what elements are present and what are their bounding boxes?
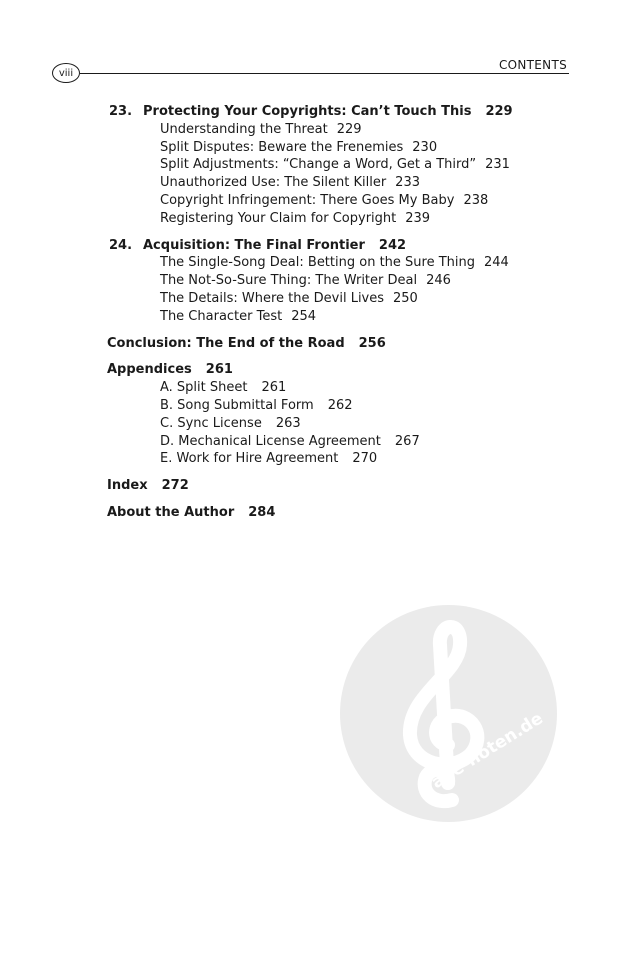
entry-page: 262 [327, 397, 353, 413]
running-head: CONTENTS [498, 58, 567, 72]
toc-entry [0, 156, 640, 174]
chapter-title-text: Acquisition: The Final Frontier [143, 237, 365, 253]
chapter-23 [0, 103, 640, 228]
entry-page: 263 [275, 415, 301, 431]
entry-title: B. Song Submittal Form [160, 397, 314, 413]
treble-clef-icon [340, 605, 557, 822]
toc-entry [0, 272, 640, 290]
entry-page: 230 [412, 139, 438, 155]
chapter-number: 24. [109, 237, 133, 253]
chapter-number: 23. [109, 104, 133, 119]
entry-page: 261 [261, 380, 287, 396]
index-page: 272 [161, 478, 189, 494]
conclusion-page: 256 [358, 335, 386, 351]
entry-title: E. Work for Hire Agreement [160, 451, 339, 467]
toc-entry [0, 290, 640, 308]
chapter-24 [0, 237, 640, 326]
entry-title: Understanding the Threat [160, 121, 328, 137]
entry-title: A. Split Sheet [160, 380, 248, 396]
appendices-title-text: Appendices [107, 362, 192, 378]
appendices [0, 361, 640, 468]
about-author-title-text: About the Author [107, 504, 235, 520]
entry-page: 231 [485, 157, 510, 173]
appendices-title [0, 361, 640, 379]
conclusion [0, 335, 640, 353]
entry-page: 270 [352, 451, 378, 467]
page-number [52, 63, 80, 83]
appendix-entry [0, 415, 640, 433]
chapter-page: 229 [485, 104, 513, 119]
entry-page: 238 [463, 192, 489, 208]
chapter-title [0, 103, 640, 121]
toc-entry [0, 192, 640, 210]
toc-entry [0, 210, 640, 228]
appendix-entry [0, 450, 640, 468]
entry-title: The Not-So-Sure Thing: The Writer Deal [160, 273, 418, 289]
entry-page: 254 [291, 308, 317, 324]
watermark [340, 605, 557, 822]
entry-page: 229 [336, 121, 362, 137]
appendix-entry [0, 397, 640, 415]
appendix-entry [0, 433, 640, 451]
entry-title: Unauthorized Use: The Silent Killer [160, 175, 387, 191]
entry-page: 250 [393, 290, 418, 306]
entry-page: 239 [405, 210, 431, 226]
entry-page: 244 [484, 255, 509, 271]
entry-title: The Details: Where the Devil Lives [160, 290, 385, 306]
chapter-title [0, 237, 640, 255]
conclusion-title-text: Conclusion: The End of the Road [107, 335, 345, 351]
index-title [0, 477, 640, 495]
entry-title: Split Disputes: Beware the Frenemies [160, 139, 404, 155]
about-author-page: 284 [248, 504, 276, 520]
toc-entry [0, 308, 640, 326]
page-number-label: viii [58, 67, 74, 79]
index-title-text: Index [107, 478, 148, 494]
entry-page: 246 [426, 273, 451, 289]
table-of-contents [0, 103, 640, 531]
entry-page: 267 [394, 433, 420, 449]
appendix-entry [0, 379, 640, 397]
entry-title: The Character Test [160, 308, 283, 324]
appendices-page: 261 [205, 362, 233, 378]
entry-page: 233 [395, 175, 420, 191]
index-section [0, 477, 640, 495]
chapter-page: 242 [378, 237, 407, 253]
header-rule [80, 73, 569, 74]
entry-title: D. Mechanical License Agreement [160, 433, 381, 449]
about-author-section [0, 504, 640, 522]
toc-entry [0, 121, 640, 139]
conclusion-title [0, 335, 640, 353]
chapter-title-text: Protecting Your Copyrights: Can’t Touch This [143, 104, 472, 119]
toc-entry [0, 139, 640, 157]
entry-title: The Single-Song Deal: Betting on the Sure Thing [160, 255, 475, 271]
entry-title: Copyright Infringement: There Goes My Baby [160, 192, 455, 208]
entry-title: C. Sync License [160, 415, 262, 431]
toc-entry [0, 254, 640, 272]
entry-title: Registering Your Claim for Copyright [160, 210, 397, 226]
about-author-title [0, 504, 640, 522]
watermark-text: alle-noten.de [428, 708, 547, 794]
toc-entry [0, 174, 640, 192]
entry-title: Split Adjustments: “Change a Word, Get a Third” [160, 157, 477, 173]
